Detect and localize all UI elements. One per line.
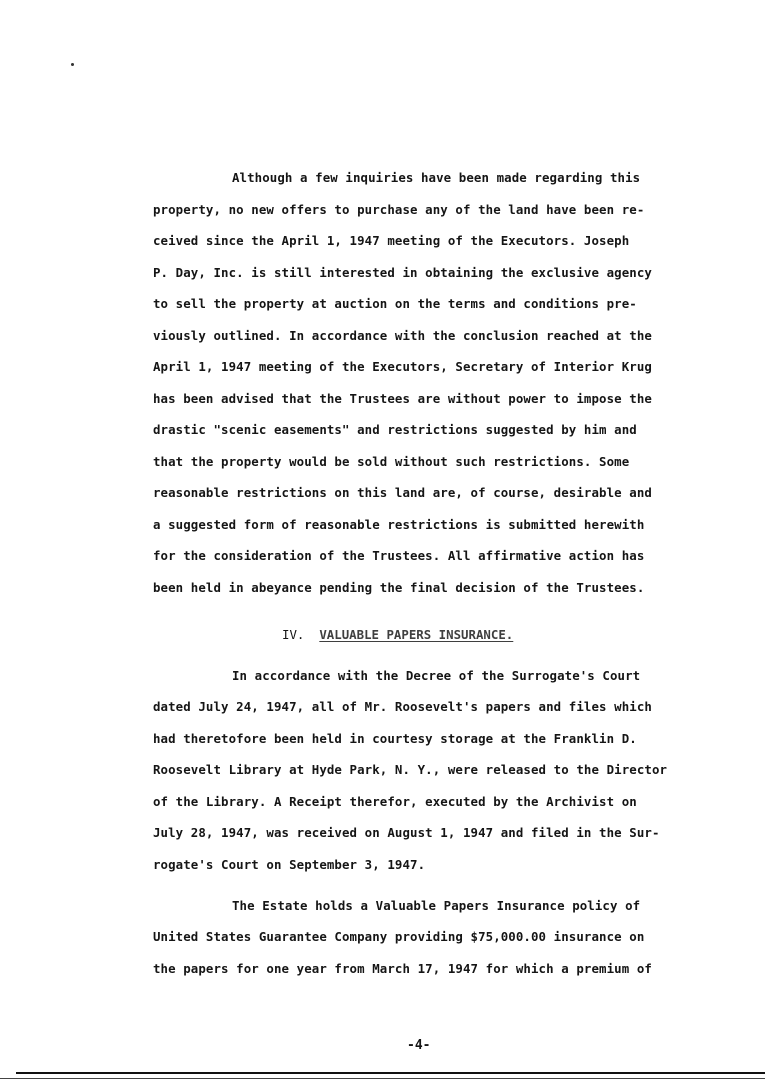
paragraph-1-line: a suggested form of reasonable restrictions is submitted herewith xyxy=(153,517,645,532)
paragraph-2-line: July 28, 1947, was received on August 1, 1947 and filed in the Sur- xyxy=(153,825,660,840)
paragraph-1-line: reasonable restrictions on this land are, of course, desirable and xyxy=(153,485,652,500)
paragraph-2-line: Roosevelt Library at Hyde Park, N. Y., were released to the Director xyxy=(153,762,668,777)
paragraph-2-line: had theretofore been held in courtesy storage at the Franklin D. xyxy=(153,731,637,746)
section-heading xyxy=(282,627,513,643)
paragraph-1-line: April 1, 1947 meeting of the Executors, Secretary of Interior Krug xyxy=(153,359,652,374)
page-number: -4- xyxy=(407,1038,431,1053)
scan-speck xyxy=(71,63,74,66)
paragraph-1-line: Although a few inquiries have been made regarding this xyxy=(232,170,641,185)
paragraph-2-line: dated July 24, 1947, all of Mr. Roosevelt's papers and files which xyxy=(153,699,652,714)
bottom-border-rule-thin xyxy=(0,1078,765,1079)
paragraph-3-line: the papers for one year from March 17, 1947 for which a premium of xyxy=(153,961,652,976)
paragraph-1-line: to sell the property at auction on the terms and conditions pre- xyxy=(153,296,637,311)
paragraph-2-line: rogate's Court on September 3, 1947. xyxy=(153,857,426,872)
paragraph-1-line: ceived since the April 1, 1947 meeting of the Executors. Joseph xyxy=(153,233,630,248)
bottom-border-rule xyxy=(16,1072,765,1074)
paragraph-1-line: viously outlined. In accordance with the conclusion reached at the xyxy=(153,328,652,343)
paragraph-1-line: P. Day, Inc. is still interested in obtaining the exclusive agency xyxy=(153,265,652,280)
section-number: IV. xyxy=(282,627,305,642)
paragraph-1-line: has been advised that the Trustees are without power to impose the xyxy=(153,391,652,406)
paragraph-3-line: United States Guarantee Company providing $75,000.00 insurance on xyxy=(153,929,645,944)
paragraph-2-line: In accordance with the Decree of the Surrogate's Court xyxy=(232,668,641,683)
paragraph-1-line: property, no new offers to purchase any of the land have been re- xyxy=(153,202,645,217)
paragraph-1-line: for the consideration of the Trustees. All affirmative action has xyxy=(153,548,645,563)
paragraph-1-line: that the property would be sold without such restrictions. Some xyxy=(153,454,630,469)
paragraph-1-line: drastic "scenic easements" and restrictions suggested by him and xyxy=(153,422,637,437)
paragraph-1-line: been held in abeyance pending the final decision of the Trustees. xyxy=(153,580,645,595)
paragraph-2-line: of the Library. A Receipt therefor, executed by the Archivist on xyxy=(153,794,637,809)
section-title: VALUABLE PAPERS INSURANCE. xyxy=(319,627,514,642)
paragraph-3-line: The Estate holds a Valuable Papers Insurance policy of xyxy=(232,898,641,913)
